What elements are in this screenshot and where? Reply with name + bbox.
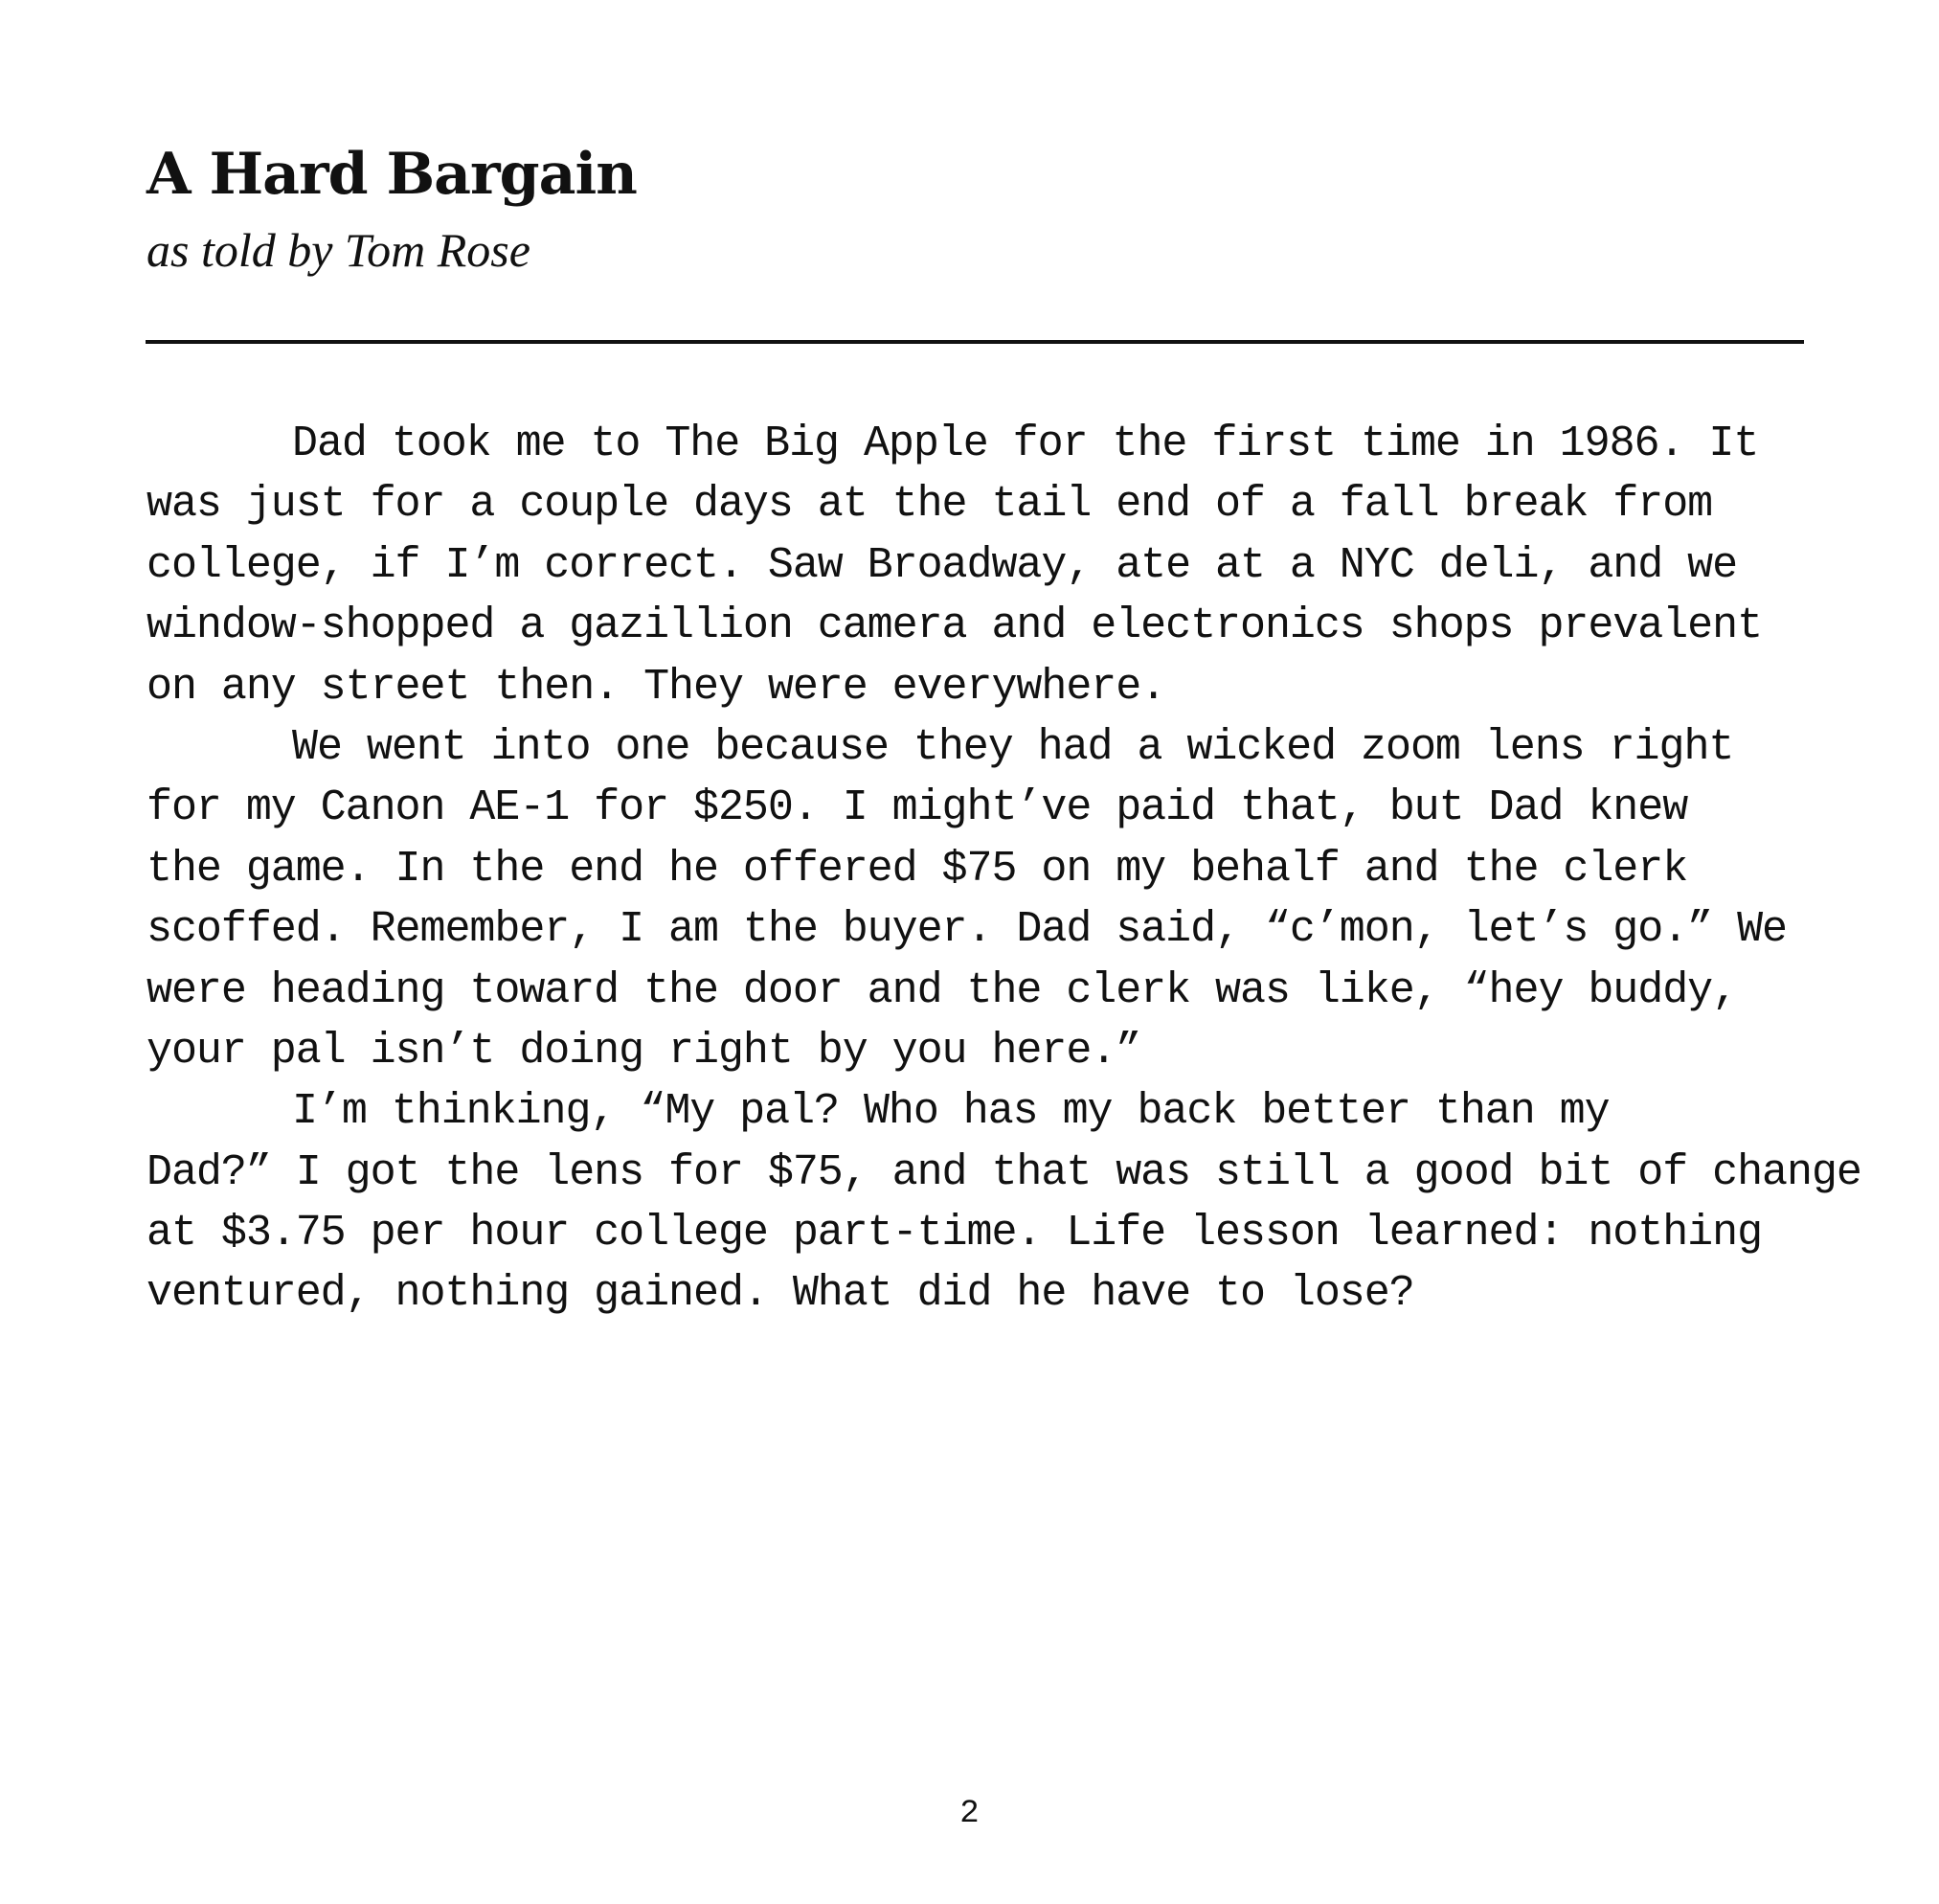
text-line: for my Canon AE-1 for $250. I might’ve paid that, but Dad knew xyxy=(147,783,1688,833)
text-line: scoffed. Remember, I am the buyer. Dad said, “c’mon, let’s go.” We xyxy=(147,905,1787,955)
story-body xyxy=(147,414,1861,1325)
text-line: window-shopped a gazillion camera and electronics shops prevalent xyxy=(147,601,1763,651)
title-divider xyxy=(146,340,1804,344)
text-line: We went into one because they had a wicked zoom lens right xyxy=(292,722,1734,772)
paragraph-1 xyxy=(147,414,1813,717)
text-line: were heading toward the door and the clerk was like, “hey buddy, xyxy=(147,965,1738,1015)
text-line: your pal isn’t doing right by you here.” xyxy=(147,1026,1141,1076)
text-line: ventured, nothing gained. What did he have to lose? xyxy=(147,1269,1414,1319)
story-byline: as told by Tom Rose xyxy=(147,223,530,277)
text-line: Dad took me to The Big Apple for the first time in 1986. It xyxy=(292,419,1759,468)
text-line: I’m thinking, “My pal? Who has my back better than my xyxy=(292,1087,1610,1137)
text-line: at $3.75 per hour college part-time. Life lesson learned: nothing xyxy=(147,1209,1763,1258)
text-line: on any street then. They were everywhere. xyxy=(147,662,1166,712)
story-title: A Hard Bargain xyxy=(147,141,637,208)
text-line: the game. In the end he offered $75 on my behalf and the clerk xyxy=(147,844,1688,894)
text-line: Dad?” I got the lens for $75, and that was still a good bit of change xyxy=(147,1147,1861,1197)
text-line: was just for a couple days at the tail end of a fall break from xyxy=(147,480,1713,530)
paragraph-3 xyxy=(147,1081,1861,1325)
page-number: 2 xyxy=(959,1796,980,1832)
paragraph-2 xyxy=(147,717,1813,1081)
text-line: college, if I’m correct. Saw Broadway, ate at a NYC deli, and we xyxy=(147,540,1738,590)
